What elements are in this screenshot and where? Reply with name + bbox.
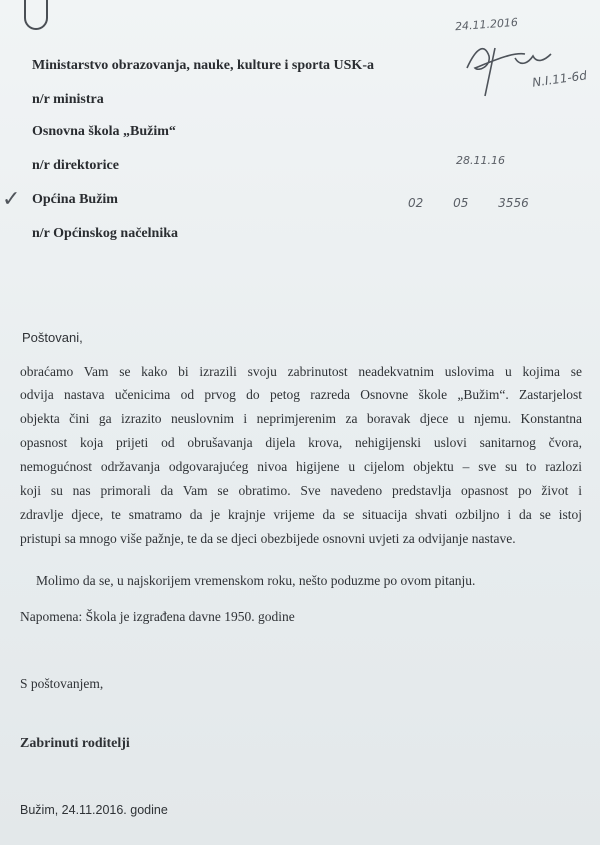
recipient-2-name: Osnovna škola „Bužim“ [32, 124, 176, 139]
closing: S poštovanjem, [20, 676, 104, 691]
recipient-1-name: Ministarstvo obrazovanja, nauke, kulture i sporta USK-a [32, 58, 374, 73]
recipient-2-stamp: 28.11.16 [456, 154, 505, 167]
paragraph-line: koji su nas primorali da Vam se obratimo. Sve navedeno predstavlja opasnost po život i [20, 483, 582, 498]
paragraph-line: odvija nastava učenicima od prvog do petog razreda Osnovne škole „Bužim“. Zastarjelost [20, 387, 582, 402]
paragraph-line: opasnost koja prijeti od obrušavanja dijela krova, nehigijenski uslovi sanitarnog čvora, [20, 435, 582, 450]
salutation: Poštovani, [22, 330, 83, 345]
signatory: Zabrinuti roditelji [20, 736, 130, 751]
paragraph-line: nemogućnost održavanja odgovarajućeg nivoa higijene u cijelom objektu – sve su to razlozi [20, 459, 582, 474]
signature-note: N.I.11-6d [531, 68, 588, 90]
recipient-3-name: Općina Bužim [32, 192, 118, 207]
paragraph-line: objekta čini ga izrazito neuslovnim i neprimjerenim za boravak djece u njemu. Konstantna [20, 411, 582, 426]
paragraph-line: pristupi sa mnogo više pažnje, te da se djeci obezbijede osnovni uvjeti za odvijanje nastave. [20, 531, 516, 546]
note-line: Napomena: Škola je izgrađena davne 1950. godine [20, 609, 295, 624]
paragraph-line: zdravlje djece, te smatramo da je krajnje vrijeme da se situacija shvati ozbiljno i da se istoj [20, 507, 582, 522]
handwritten-date: 24.11.2016 [454, 15, 519, 34]
recipient-3-stamp: 02 05 3556 [408, 196, 529, 210]
recipient-3-attn: n/r Općinskog načelnika [32, 226, 179, 241]
place-date: Bužim, 24.11.2016. godine [20, 803, 168, 817]
paper-fold-mark [24, 0, 48, 30]
paragraph-line: obraćamo Vam se kako bi izrazili svoju zabrinutost neadekvatnim uslovima u kojima se [20, 364, 582, 379]
request-line: Molimo da se, u najskorijem vremenskom roku, nešto poduzme po ovom pitanju. [36, 573, 476, 588]
recipient-2-attn: n/r direktorice [32, 158, 119, 173]
checkmark-icon: ✓ [2, 186, 21, 211]
recipient-1-attn: n/r ministra [32, 92, 104, 107]
